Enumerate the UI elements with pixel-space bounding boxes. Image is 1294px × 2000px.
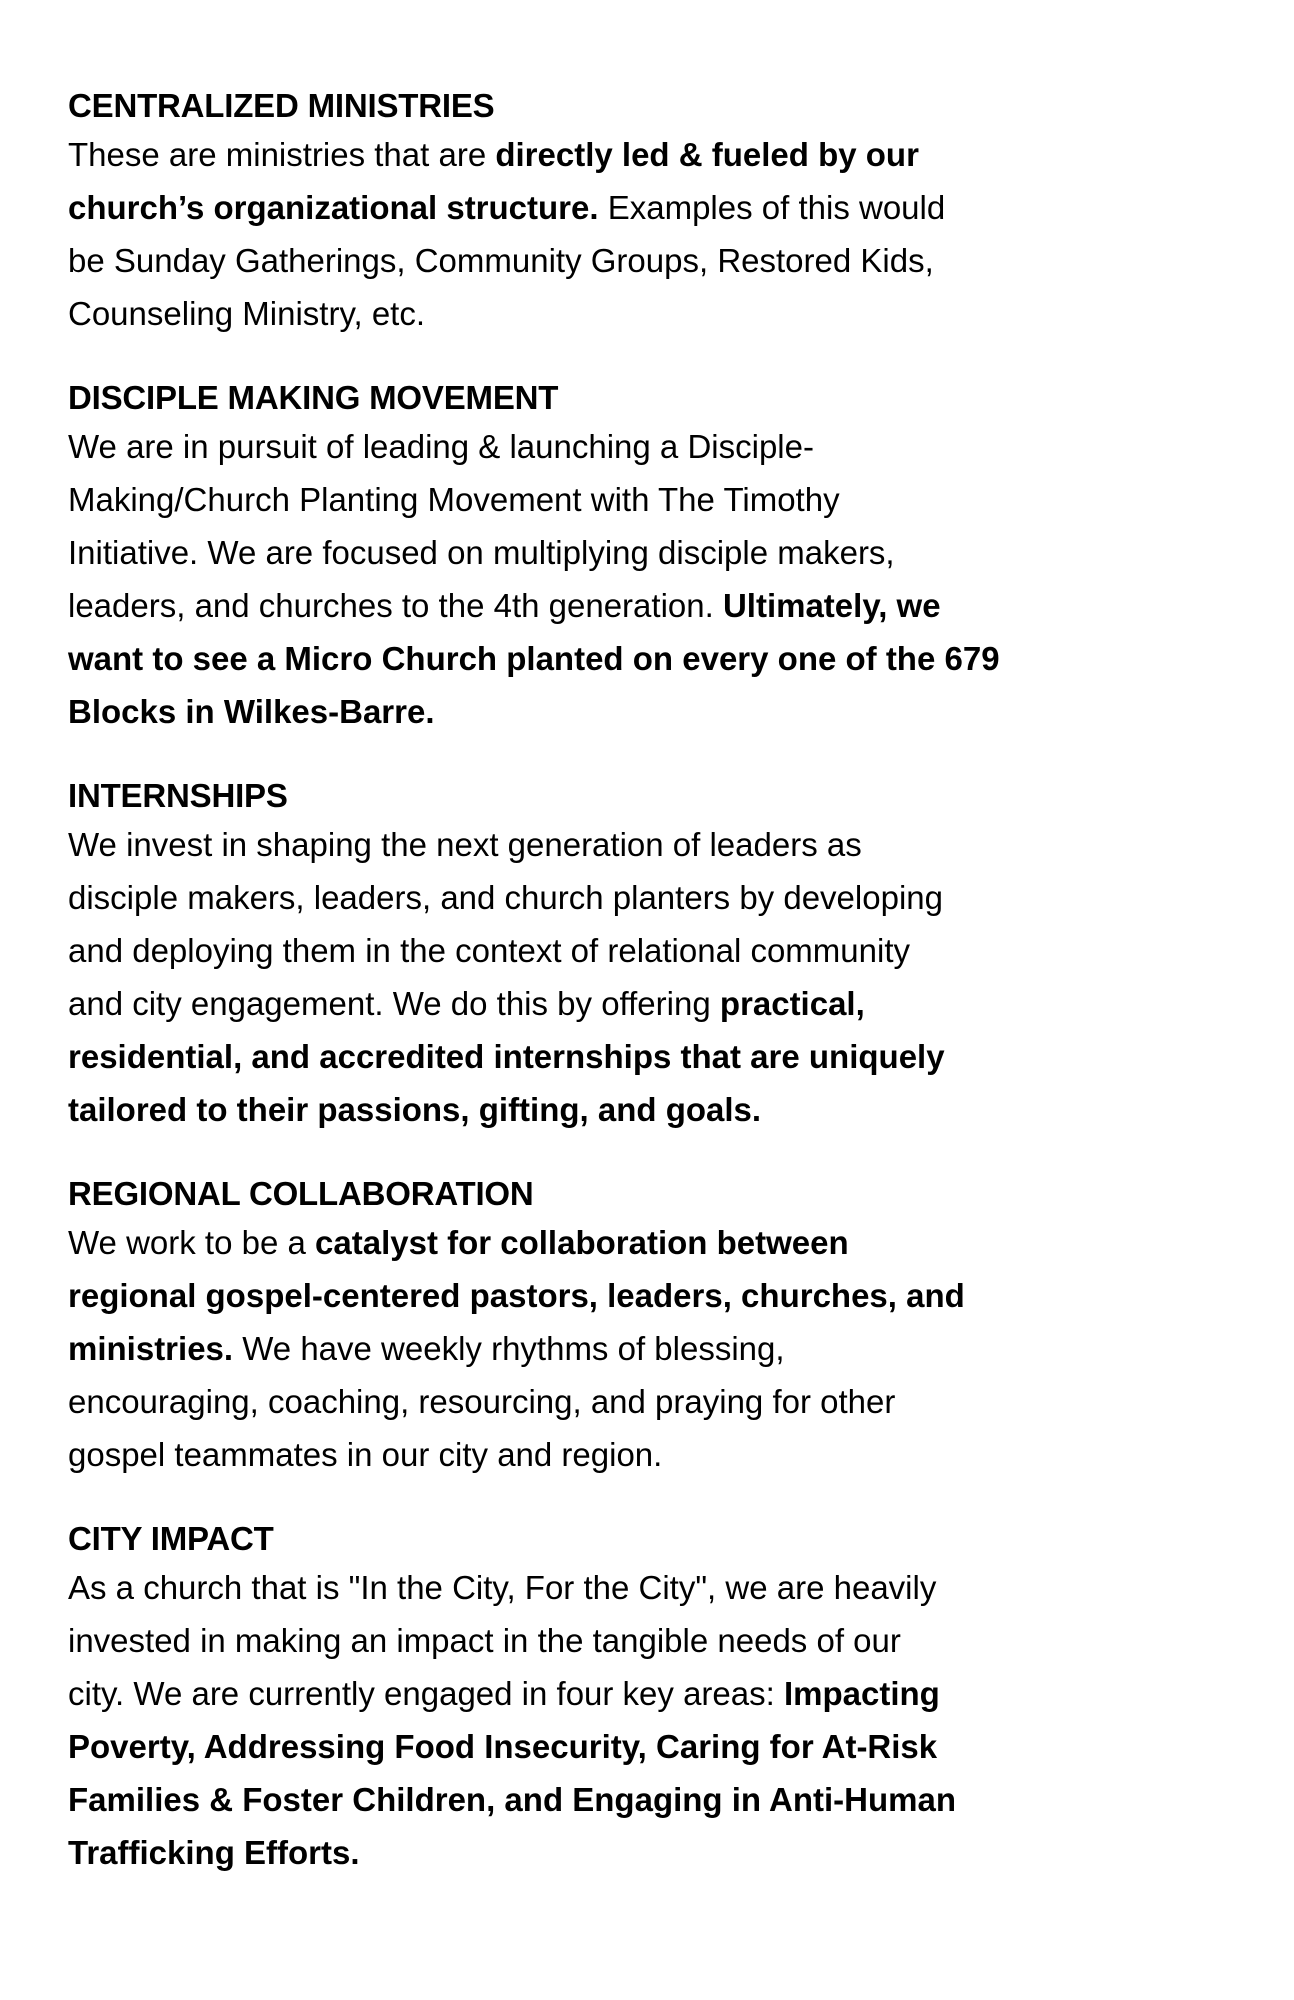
section-body — [68, 1216, 1248, 1481]
section-centralized-ministries — [68, 84, 1248, 340]
body-line — [68, 420, 1248, 473]
body-line — [68, 526, 1248, 579]
body-line — [68, 1773, 1248, 1826]
section-body — [68, 128, 1248, 340]
emphasized-text: Impacting — [783, 1675, 940, 1712]
body-line — [68, 579, 1248, 632]
emphasized-text: practical, — [719, 985, 865, 1022]
body-line — [68, 871, 1248, 924]
emphasized-text: church’s organizational structure. — [68, 189, 599, 226]
emphasized-text: Families & Foster Children, and Engaging in Anti-Human — [68, 1781, 957, 1818]
emphasized-text: residential, and accredited internships that are uniquely — [68, 1038, 945, 1075]
emphasized-text: regional gospel-centered pastors, leaders, churches, and — [68, 1277, 965, 1314]
body-text: be Sunday Gatherings, Community Groups, Restored Kids, — [68, 242, 934, 279]
body-line — [68, 128, 1248, 181]
body-line — [68, 1030, 1248, 1083]
body-line — [68, 632, 1248, 685]
body-text: encouraging, coaching, resourcing, and praying for other — [68, 1383, 896, 1420]
section-heading: CENTRALIZED MINISTRIES — [68, 87, 495, 124]
body-line — [68, 181, 1248, 234]
body-line — [68, 1375, 1248, 1428]
body-line — [68, 685, 1248, 738]
section-heading: REGIONAL COLLABORATION — [68, 1175, 534, 1212]
emphasized-text: Trafficking Efforts. — [68, 1834, 360, 1871]
body-text: As a church that is "In the City, For the City", we are heavily — [68, 1569, 937, 1606]
body-text: We work to be a — [68, 1224, 316, 1261]
body-line — [68, 234, 1248, 287]
body-line — [68, 1561, 1248, 1614]
body-line — [68, 1720, 1248, 1773]
body-text: These are ministries that are — [68, 136, 496, 173]
body-text: gospel teammates in our city and region. — [68, 1436, 663, 1473]
body-text: Initiative. We are focused on multiplying disciple makers, — [68, 534, 895, 571]
section-heading: CITY IMPACT — [68, 1520, 274, 1557]
body-text: and deploying them in the context of relational community — [68, 932, 910, 969]
body-line — [68, 1667, 1248, 1720]
body-line — [68, 1826, 1248, 1879]
section-body — [68, 818, 1248, 1136]
emphasized-text: Poverty, Addressing Food Insecurity, Caring for At-Risk — [68, 1728, 938, 1765]
body-text: disciple makers, leaders, and church planters by developing — [68, 879, 943, 916]
section-regional-collaboration — [68, 1172, 1248, 1481]
body-line — [68, 1269, 1248, 1322]
emphasized-text: tailored to their passions, gifting, and goals. — [68, 1091, 762, 1128]
body-text: city. We are currently engaged in four key areas: — [68, 1675, 784, 1712]
body-line — [68, 473, 1248, 526]
body-text: invested in making an impact in the tangible needs of our — [68, 1622, 901, 1659]
body-text: and city engagement. We do this by offering — [68, 985, 720, 1022]
emphasized-text: ministries. — [68, 1330, 234, 1367]
body-line — [68, 818, 1248, 871]
body-line — [68, 1428, 1248, 1481]
emphasized-text: Ultimately, we — [722, 587, 941, 624]
body-text: leaders, and churches to the 4th generation. — [68, 587, 723, 624]
body-line — [68, 1614, 1248, 1667]
body-line — [68, 924, 1248, 977]
body-text: We invest in shaping the next generation of leaders as — [68, 826, 862, 863]
section-disciple-making-movement — [68, 376, 1248, 738]
body-line — [68, 287, 1248, 340]
body-text: We are in pursuit of leading & launching a Disciple- — [68, 428, 814, 465]
section-internships — [68, 774, 1248, 1136]
section-heading: DISCIPLE MAKING MOVEMENT — [68, 379, 559, 416]
body-line — [68, 1083, 1248, 1136]
section-body — [68, 1561, 1248, 1879]
body-text: Making/Church Planting Movement with The Timothy — [68, 481, 840, 518]
body-line — [68, 977, 1248, 1030]
body-line — [68, 1322, 1248, 1375]
emphasized-text: Blocks in Wilkes-Barre. — [68, 693, 435, 730]
emphasized-text: catalyst for collaboration between — [315, 1224, 849, 1261]
emphasized-text: want to see a Micro Church planted on every one of the 679 — [68, 640, 1000, 677]
section-body — [68, 420, 1248, 738]
body-text: We have weekly rhythms of blessing, — [233, 1330, 785, 1367]
section-city-impact — [68, 1517, 1248, 1879]
body-text: Examples of this would — [598, 189, 946, 226]
body-text: Counseling Ministry, etc. — [68, 295, 426, 332]
body-line — [68, 1216, 1248, 1269]
emphasized-text: directly led & fueled by our — [495, 136, 919, 173]
section-heading: INTERNSHIPS — [68, 777, 288, 814]
